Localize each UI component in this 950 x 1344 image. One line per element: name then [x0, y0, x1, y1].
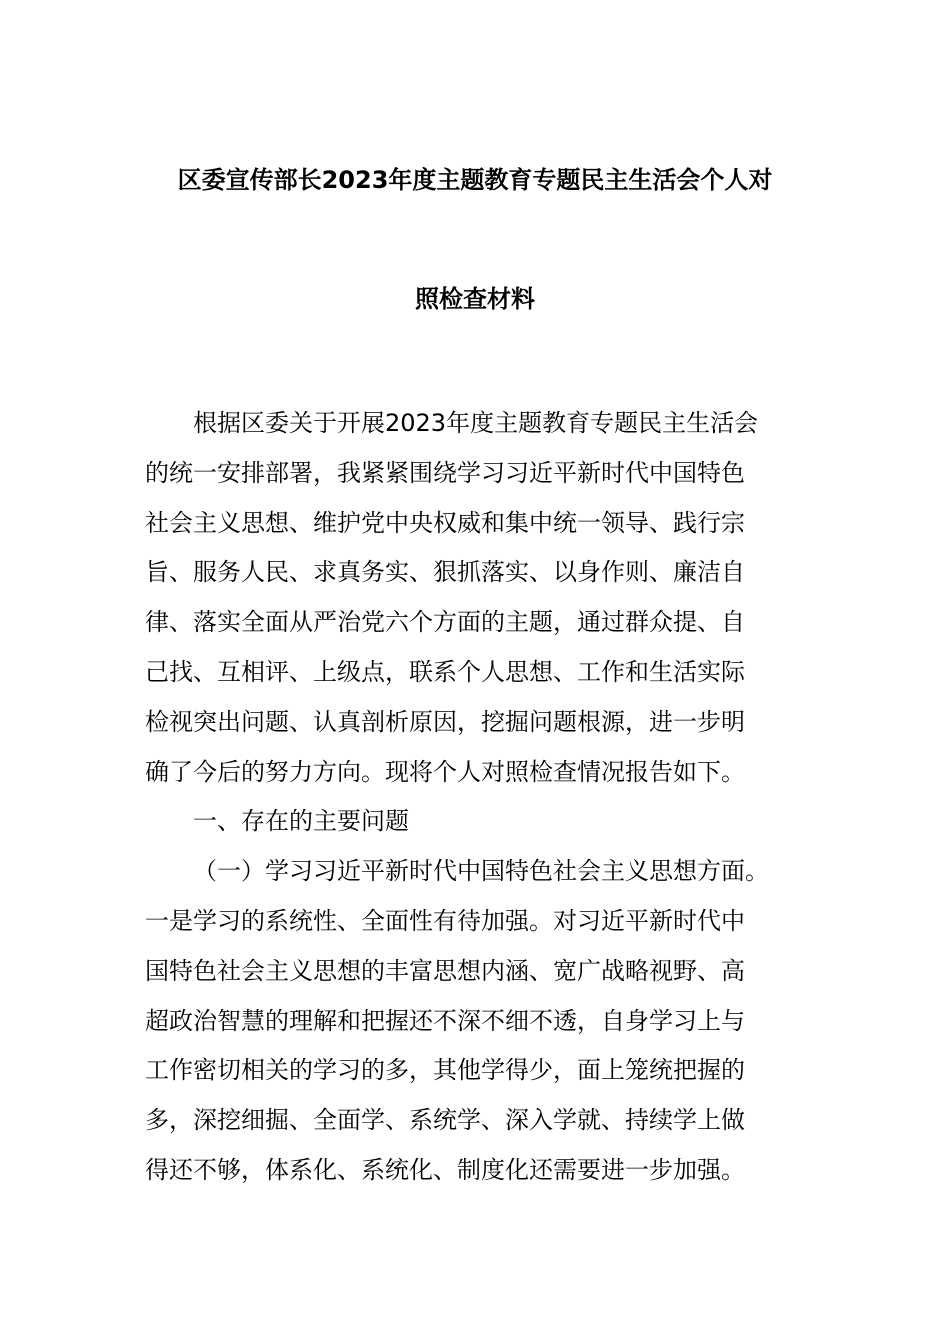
subsection-heading: （一）学习习近平新时代中国特色社会主义思想方面。: [193, 857, 769, 886]
paragraph-intro-line-3: 社会主义思想、维护党中央权威和集中统一领导、践行宗: [145, 508, 745, 537]
paragraph-problem-line-5: 多，深挖细掘、全面学、系统学、深入学就、持续学上做: [145, 1106, 745, 1135]
paragraph-problem-line-2: 国特色社会主义思想的丰富思想内涵、宽广战略视野、高: [145, 956, 745, 985]
document-title-line-1: 区委宣传部长2023年度主题教育专题民主生活会个人对: [177, 166, 773, 194]
paragraph-intro-line-6: 己找、互相评、上级点，联系个人思想、工作和生活实际: [145, 657, 745, 686]
paragraph-problem-line-1: 一是学习的系统性、全面性有待加强。对习近平新时代中: [145, 906, 745, 935]
document-body: [145, 399, 810, 1196]
paragraph-intro-line-8: 确了今后的努力方向。现将个人对照检查情况报告如下。: [145, 757, 745, 786]
paragraph-problem-line-3: 超政治智慧的理解和把握还不深不细不透，自身学习上与: [145, 1006, 745, 1035]
section-heading: 一、存在的主要问题: [193, 807, 409, 836]
paragraph-intro-line-2: 的统一安排部署，我紧紧围绕学习习近平新时代中国特色: [145, 458, 745, 487]
paragraph-problem-line-6: 得还不够，体系化、系统化、制度化还需要进一步加强。: [145, 1155, 745, 1184]
paragraph-intro-line-1: 根据区委关于开展2023年度主题教育专题民主生活会: [193, 409, 759, 437]
document-title-line-2: 照检查材料: [415, 285, 535, 313]
paragraph-intro-line-5: 律、落实全面从严治党六个方面的主题，通过群众提、自: [145, 608, 745, 637]
paragraph-intro-line-4: 旨、服务人民、求真务实、狠抓落实、以身作则、廉洁自: [145, 558, 745, 587]
paragraph-problem-line-4: 工作密切相关的学习的多，其他学得少，面上笼统把握的: [145, 1056, 745, 1085]
paragraph-intro-line-7: 检视突出问题、认真剖析原因，挖掘问题根源，进一步明: [145, 707, 745, 736]
